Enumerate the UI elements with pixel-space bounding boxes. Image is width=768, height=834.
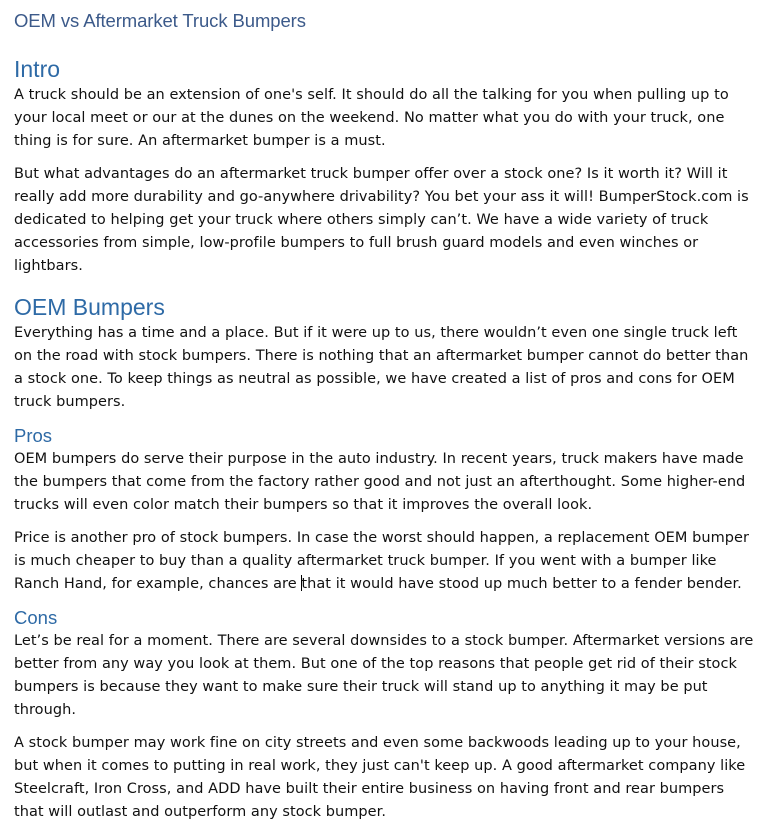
pros-paragraph-2[interactable] [14, 527, 758, 596]
oem-paragraph[interactable]: Everything has a time and a place. But if it were up to us, there wouldn’t even one single truck left on the road with stock bumpers. There is nothing that an aftermarket bumper cannot do better than a stock one. To keep things as neutral as possible, we have created a list of pros and cons for OEM truck bumpers. [14, 325, 749, 410]
document-title[interactable]: OEM vs Aftermarket Truck Bumpers [14, 10, 306, 31]
intro-paragraph-1[interactable]: A truck should be an extension of one's self. It should do all the talking for you when pulling up to your local meet or our at the dunes on the weekend. No matter what you do with your truck, one thing is for sure. An aftermarket bumper is a must. [14, 87, 729, 149]
pros-paragraph-2-text-before-cursor[interactable]: Price is another pro of stock bumpers. In case the worst should happen, a replacement OEM bumper is much cheaper to buy than a quality aftermarket truck bumper. If you went with a bumper like Ranch Hand, for example, chances are [14, 530, 749, 592]
heading-pros[interactable]: Pros [14, 425, 53, 446]
heading-cons[interactable]: Cons [14, 607, 58, 628]
cons-paragraph-1[interactable]: Let’s be real for a moment. There are several downsides to a stock bumper. Aftermarket versions are better from any way you look at them. But one of the top reasons that people get rid of their stock bumpers is because they want to make sure their truck will stand up to anything it may be put through. [14, 633, 754, 718]
pros-paragraph-2-text-after-cursor[interactable]: that it would have stood up much better to a fender bender. [301, 576, 742, 592]
pros-paragraph-1[interactable]: OEM bumpers do serve their purpose in the auto industry. In recent years, truck makers have made the bumpers that come from the factory rather good and not just an afterthought. Some higher-end trucks will even color match their bumpers so that it improves the overall look. [14, 451, 746, 513]
heading-intro[interactable]: Intro [14, 56, 61, 82]
heading-oem-bumpers[interactable]: OEM Bumpers [14, 294, 165, 320]
document-page[interactable] [14, 8, 758, 834]
cons-paragraph-2[interactable]: A stock bumper may work fine on city streets and even some backwoods leading up to your house, but when it comes to putting in real work, they just can't keep up. A good aftermarket company like Steelcraft, Iron Cross, and ADD have built their entire business on having front and rear bumpers that will outlast and outperform any stock bumper. [14, 735, 746, 820]
intro-paragraph-2[interactable]: But what advantages do an aftermarket truck bumper offer over a stock one? Is it worth it? Will it really add more durability and go-anywhere drivability? You bet your ass it will! BumperStock.com is dedicated to helping get your truck where others simply can’t. We have a wide variety of truck accessories from simple, low-profile bumpers to full brush guard models and even winches or lightbars. [14, 166, 749, 274]
